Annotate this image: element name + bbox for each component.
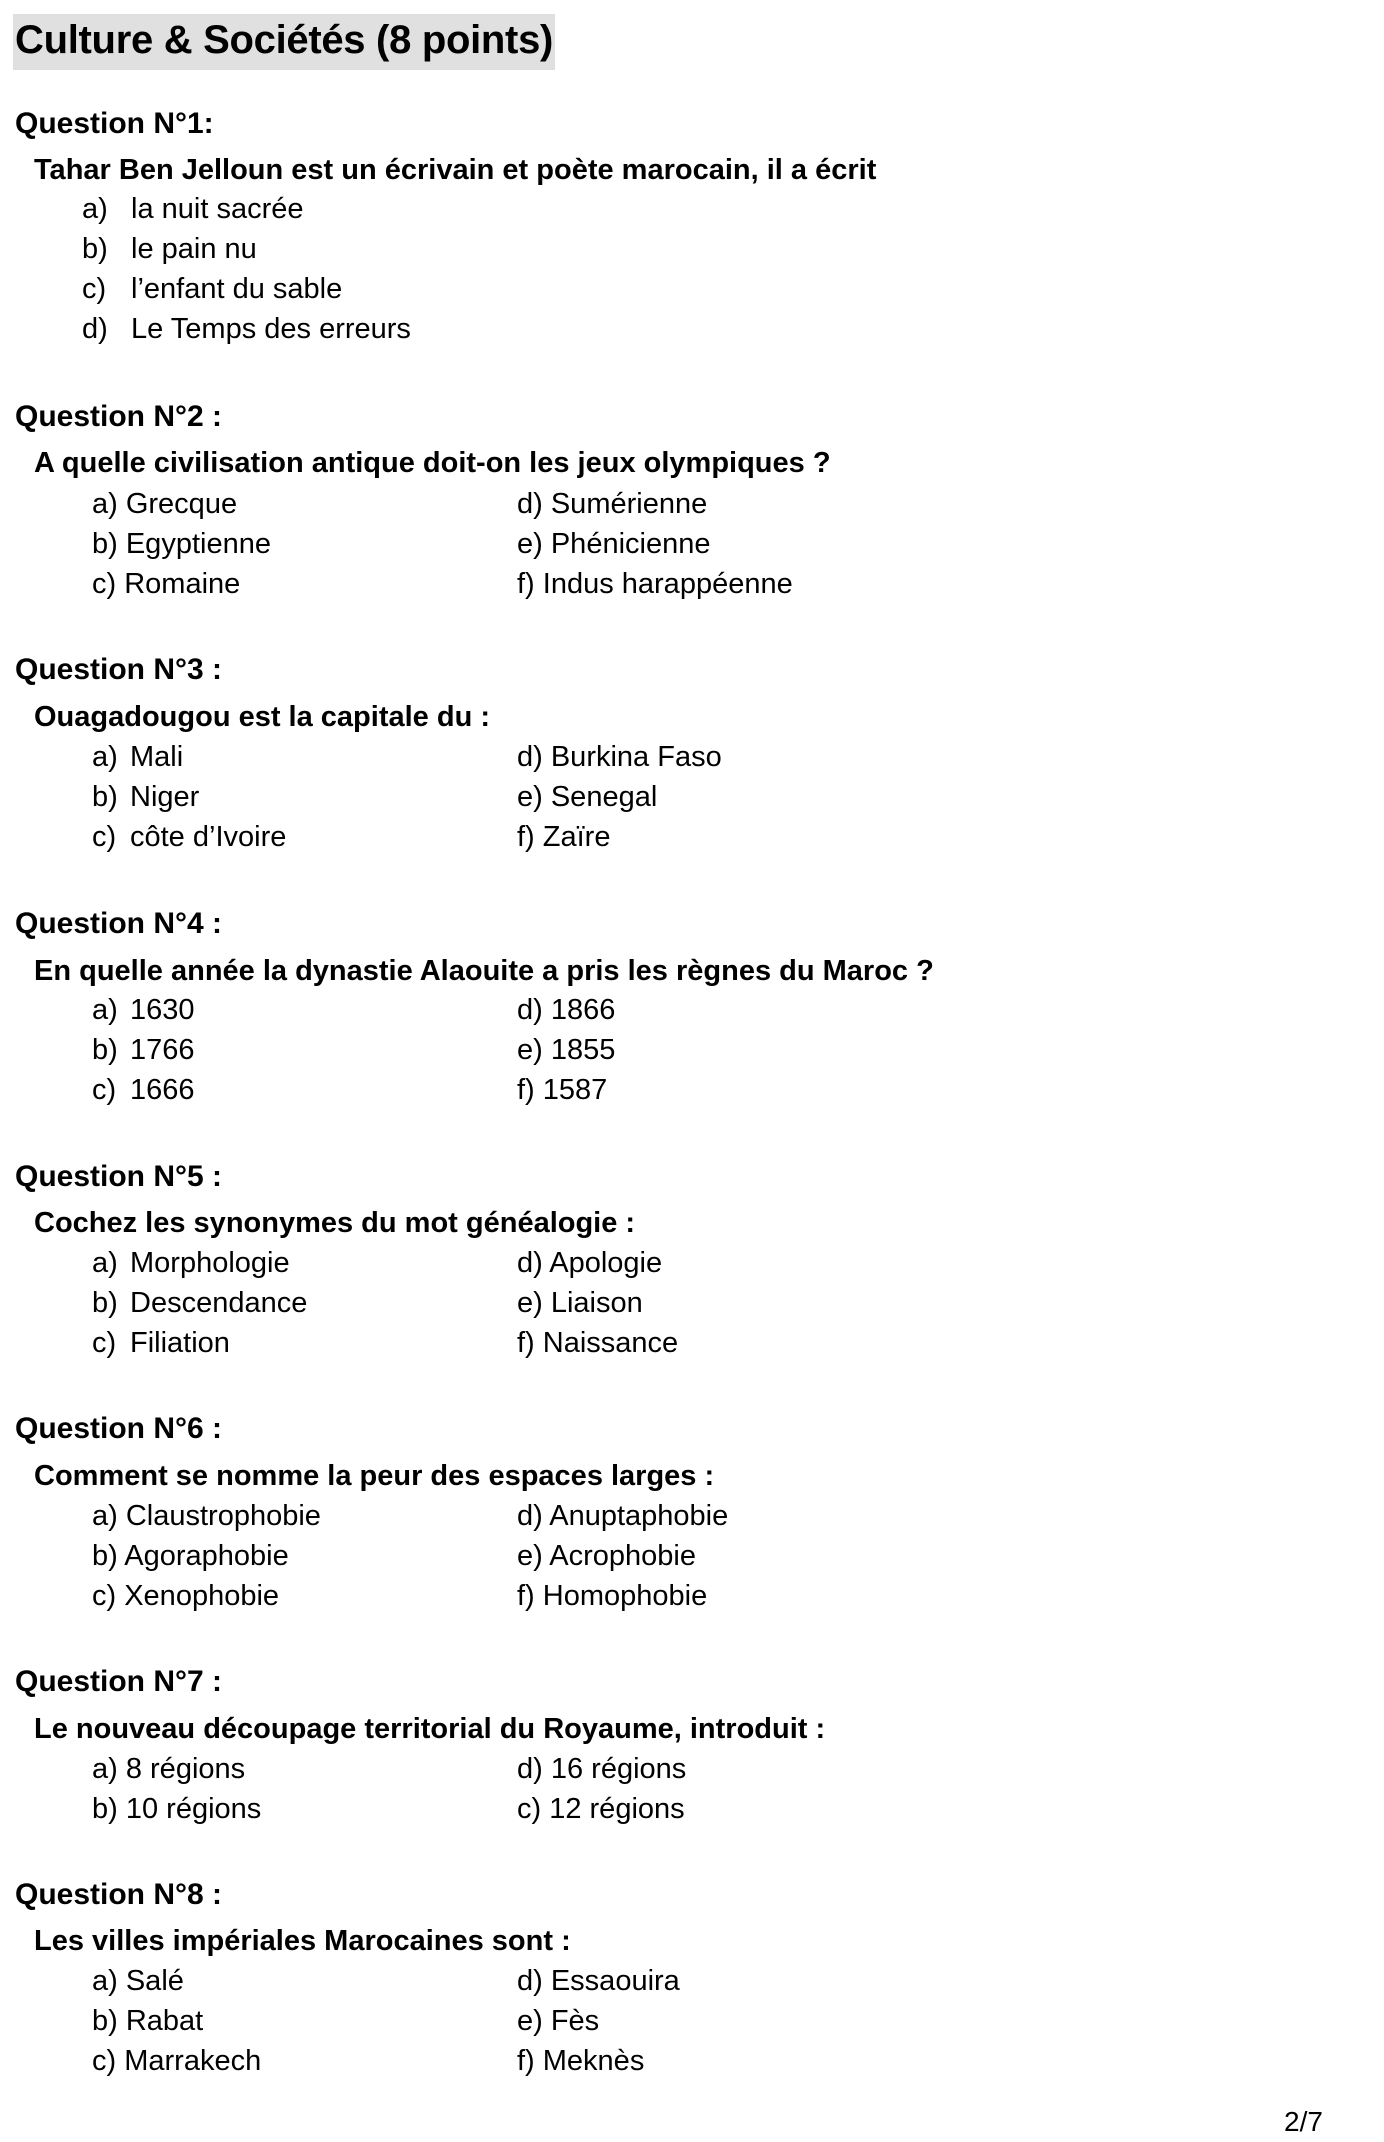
question-5-option-d[interactable]: d) Apologie <box>517 1247 663 1279</box>
question-8-title: Question N°8 : <box>15 1878 223 1911</box>
question-6-text: Comment se nomme la peur des espaces larges : <box>34 1460 715 1492</box>
question-3-option-e[interactable]: e) Senegal <box>517 781 658 813</box>
question-3-option-c[interactable]: c) côte d’Ivoire <box>92 821 287 853</box>
question-3-option-f[interactable]: f) Zaïre <box>517 821 611 853</box>
question-5-option-f[interactable]: f) Naissance <box>517 1327 679 1359</box>
question-4-text: En quelle année la dynastie Alaouite a pris les règnes du Maroc ? <box>34 955 934 987</box>
question-8-option-c[interactable]: c) Marrakech <box>92 2045 262 2077</box>
question-5-option-e[interactable]: e) Liaison <box>517 1287 643 1319</box>
question-4-option-e[interactable]: e) 1855 <box>517 1034 616 1066</box>
question-8-option-f[interactable]: f) Meknès <box>517 2045 645 2077</box>
question-2-option-c[interactable]: c) Romaine <box>92 568 241 600</box>
question-5-option-a[interactable]: a) Morphologie <box>92 1247 290 1279</box>
question-5-text: Cochez les synonymes du mot généalogie : <box>34 1207 636 1239</box>
section-title: Culture & Sociétés (8 points) <box>13 14 555 70</box>
question-2-option-e[interactable]: e) Phénicienne <box>517 528 711 560</box>
question-5-option-b[interactable]: b) Descendance <box>92 1287 308 1319</box>
question-8-option-b[interactable]: b) Rabat <box>92 2005 204 2037</box>
question-1-option-c[interactable]: c) l’enfant du sable <box>82 273 343 305</box>
question-1-option-d[interactable]: d) Le Temps des erreurs <box>82 313 411 345</box>
question-7-option-c[interactable]: c) 12 régions <box>517 1793 685 1825</box>
question-2-option-b[interactable]: b) Egyptienne <box>92 528 271 560</box>
question-6-option-d[interactable]: d) Anuptaphobie <box>517 1500 729 1532</box>
question-1-option-a[interactable]: a) la nuit sacrée <box>82 193 304 225</box>
question-6-option-c[interactable]: c) Xenophobie <box>92 1580 280 1612</box>
question-8-option-d[interactable]: d) Essaouira <box>517 1965 680 1997</box>
question-4-option-c[interactable]: c) 1666 <box>92 1074 195 1106</box>
question-8-text: Les villes impériales Marocaines sont : <box>34 1925 571 1957</box>
question-5-option-c[interactable]: c) Filiation <box>92 1327 230 1359</box>
question-6-option-f[interactable]: f) Homophobie <box>517 1580 708 1612</box>
question-3-title: Question N°3 : <box>15 653 223 686</box>
question-1-option-b[interactable]: b) le pain nu <box>82 233 257 265</box>
question-6-title: Question N°6 : <box>15 1412 223 1445</box>
question-6-option-b[interactable]: b) Agoraphobie <box>92 1540 289 1572</box>
question-1-text: Tahar Ben Jelloun est un écrivain et poète marocain, il a écrit <box>34 154 877 186</box>
question-8-option-a[interactable]: a) Salé <box>92 1965 184 1997</box>
question-3-option-a[interactable]: a) Mali <box>92 741 184 773</box>
question-4-title: Question N°4 : <box>15 907 223 940</box>
question-6-option-a[interactable]: a) Claustrophobie <box>92 1500 321 1532</box>
question-8-option-e[interactable]: e) Fès <box>517 2005 600 2037</box>
question-7-option-b[interactable]: b) 10 régions <box>92 1793 262 1825</box>
question-7-title: Question N°7 : <box>15 1665 223 1698</box>
question-3-option-d[interactable]: d) Burkina Faso <box>517 741 722 773</box>
question-6-option-e[interactable]: e) Acrophobie <box>517 1540 696 1572</box>
question-4-option-f[interactable]: f) 1587 <box>517 1074 608 1106</box>
question-2-option-f[interactable]: f) Indus harappéenne <box>517 568 793 600</box>
question-7-option-d[interactable]: d) 16 régions <box>517 1753 687 1785</box>
question-2-option-d[interactable]: d) Sumérienne <box>517 488 708 520</box>
question-3-text: Ouagadougou est la capitale du : <box>34 701 490 733</box>
page-number: 2/7 <box>1284 2106 1323 2137</box>
question-7-option-a[interactable]: a) 8 régions <box>92 1753 246 1785</box>
question-4-option-d[interactable]: d) 1866 <box>517 994 616 1026</box>
question-3-option-b[interactable]: b) Niger <box>92 781 200 813</box>
question-4-option-a[interactable]: a) 1630 <box>92 994 195 1026</box>
question-5-title: Question N°5 : <box>15 1160 223 1193</box>
question-2-text: A quelle civilisation antique doit-on les jeux olympiques ? <box>34 447 831 479</box>
question-2-title: Question N°2 : <box>15 400 223 433</box>
question-2-option-a[interactable]: a) Grecque <box>92 488 238 520</box>
question-7-text: Le nouveau découpage territorial du Royaume, introduit : <box>34 1713 826 1745</box>
question-1-title: Question N°1: <box>15 107 214 140</box>
question-4-option-b[interactable]: b) 1766 <box>92 1034 195 1066</box>
